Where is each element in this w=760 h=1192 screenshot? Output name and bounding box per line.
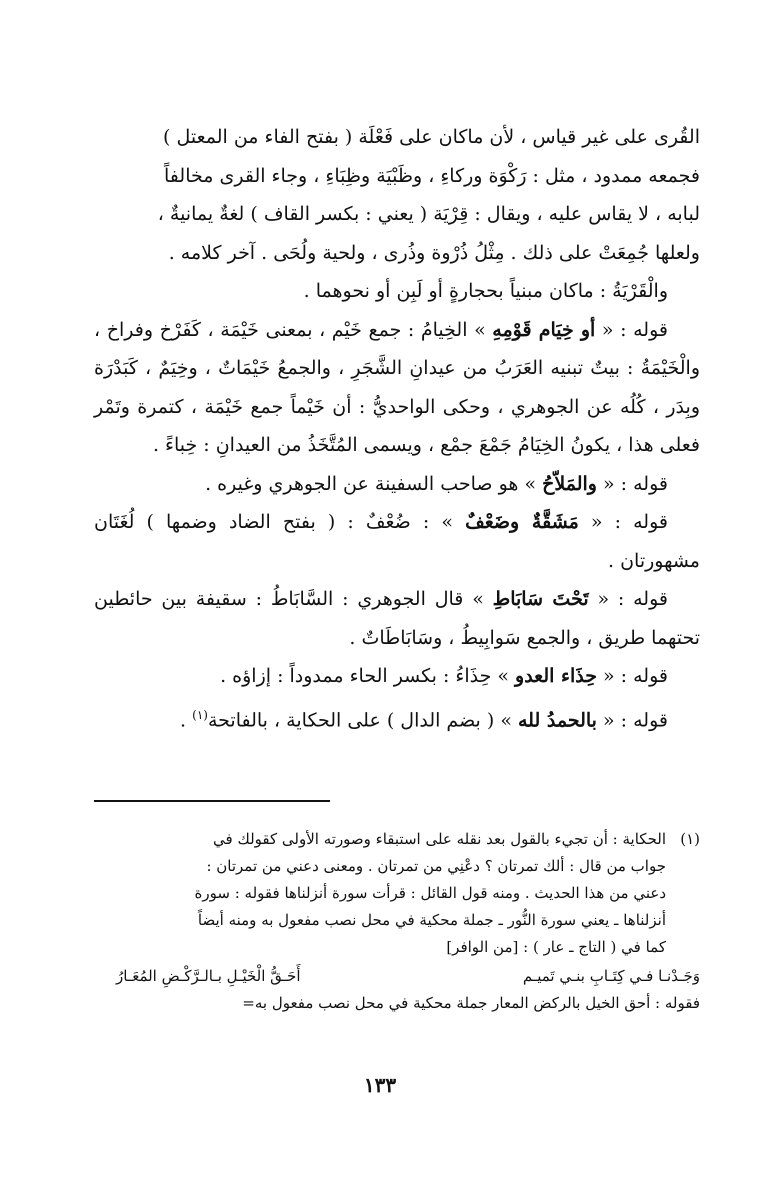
main-text <box>94 118 700 739</box>
mallah-paragraph <box>94 465 700 504</box>
page-number: ١٣٣ <box>363 1073 397 1097</box>
footnote-line: الحكاية : أن تجيء بالقول بعد نقله على استبقاء وصورته الأولى كقولك في <box>213 830 666 848</box>
text-line: القُرى على غير قياس ، لأن ماكان على فَعْلَة ( بفتح الفاء من المعتل ) <box>163 126 700 148</box>
footnote-number: (١) <box>680 830 700 848</box>
quote-open: قوله : « <box>596 708 668 731</box>
quoted-term: حِذَاء العدو <box>515 665 597 687</box>
footnote-line: كما في ( التاج ـ عار ) : [من الوافر] <box>446 938 666 956</box>
footnote-marker: (١) <box>192 707 208 722</box>
quote-open: قوله : « <box>588 588 668 610</box>
paragraph-body: » الخِيامُ : جمع خَيْم ، بمعنى خَيْمَة ، كَفَرْخ وفراخ ، والْخَيْمَةُ : بيتٌ تبنيه العَرَبُ من عيدانِ الشَّجَرِ ، والجمعُ خَيْمَاتٌ ، وخِيَمٌ ، كَبَدْرَة وبِدَر ، كُلُه عن الجوهري ، وحكى الواحديُّ : أن خَيْماً جمع خَيْمَة ، كتمرة وتَمْر فعلى هذا ، يكونُ الخِيَامُ جَمْعَ جمْع ، ويسمى المُتَّخَذُ من العيدانِ : خِباءً . <box>94 318 700 456</box>
quoted-term: مَشَقَّةٌ وضَعْفٌ <box>465 511 579 533</box>
verse-first-hemistich: وَجَـدْنـا فـي كِتَـابِ بنـي تَميـم <box>522 967 700 985</box>
paragraph-end: . <box>180 708 193 731</box>
footnote-separator <box>94 800 330 802</box>
hidha-paragraph <box>94 657 700 696</box>
quote-open: قوله : « <box>596 472 668 495</box>
khiyam-paragraph <box>94 311 700 465</box>
paragraph-body: » حِذَاءُ : بكسر الحاء ممدوداً : إزاؤه . <box>220 665 516 687</box>
paragraph-body: » هو صاحب السفينة عن الجوهري وغيره . <box>205 472 543 495</box>
footnote-body <box>94 826 666 961</box>
hamd-paragraph <box>94 696 700 740</box>
quoted-term: والمَلاّحُ <box>542 472 597 495</box>
paragraph-body: » ( بضم الدال ) على الحكاية ، بالفاتحة <box>207 708 518 731</box>
quote-open: قوله : « <box>578 511 668 533</box>
footnote-line: جواب من قال : ألك تمرتان ؟ دعْنِي من تمرتان . ومعنى دعني من تمرتان : <box>206 857 666 875</box>
quote-open: قوله : « <box>595 318 668 341</box>
poetry-verse <box>94 963 700 990</box>
text-line: فجمعه ممدود ، مثل : رَكْوَة وركاءِ ، وظَبْيَة وظِبَاءِ ، وجاء القرى مخالفاً <box>164 164 700 187</box>
footnote-line: دعني من هذا الحديث . ومنه قول القائل : قرأت سورة أنزلناها فقوله : سورة <box>194 884 666 902</box>
qarya-paragraph: والْقَرْيَةُ : ماكان مبنياً بحجارةٍ أو لَبِن أو نحوهما . <box>303 280 668 302</box>
verse-second-hemistich: أَحَـقُّ الْخَيْـلِ بـالـرَّكْـضِ المُعَـارُ <box>116 967 301 985</box>
quoted-term: تَحْتَ سَابَاطِ <box>492 588 589 610</box>
footnote-line: أنزلناها ـ يعني سورة النُّور ـ جملة محكية في محل نصب مفعول به ومنه أيضاً <box>197 911 666 929</box>
paragraph-body: » : ضُعْفٌ : ( بفتح الضاد وضمها ) لُغَتَان مشهورتان . <box>94 511 700 572</box>
sabat-paragraph <box>94 580 700 657</box>
footnote-last-line: فقوله : أحق الخيل بالركض المعار جملة محكية في محل نصب مفعول به= <box>242 994 700 1012</box>
mashaqqa-paragraph <box>94 503 700 580</box>
quote-open: قوله : « <box>596 665 668 687</box>
quoted-term: بالحمدُ لله <box>518 708 597 731</box>
footnote <box>94 826 700 961</box>
quoted-term: أو خِيَام قَوْمِهِ <box>492 318 596 341</box>
text-line: ولعلها جُمِعَتْ على ذلك . مِثْلُ ذُرْوة وذُرى ، ولحية ولُحَى . آخر كلامه . <box>168 241 700 264</box>
paragraph-body: » قال الجوهري : السَّابَاطُ : سقيفة بين حائطين تحتهما طريق ، والجمع سَوابِيطُ ، وسَابَاطَاتٌ . <box>94 588 700 649</box>
footnotes <box>94 826 700 1017</box>
text-line: لبابه ، لا يقاس عليه ، ويقال : قِرْيَة ( يعني : بكسر القاف ) لغةٌ يمانيةٌ ، <box>157 203 700 225</box>
